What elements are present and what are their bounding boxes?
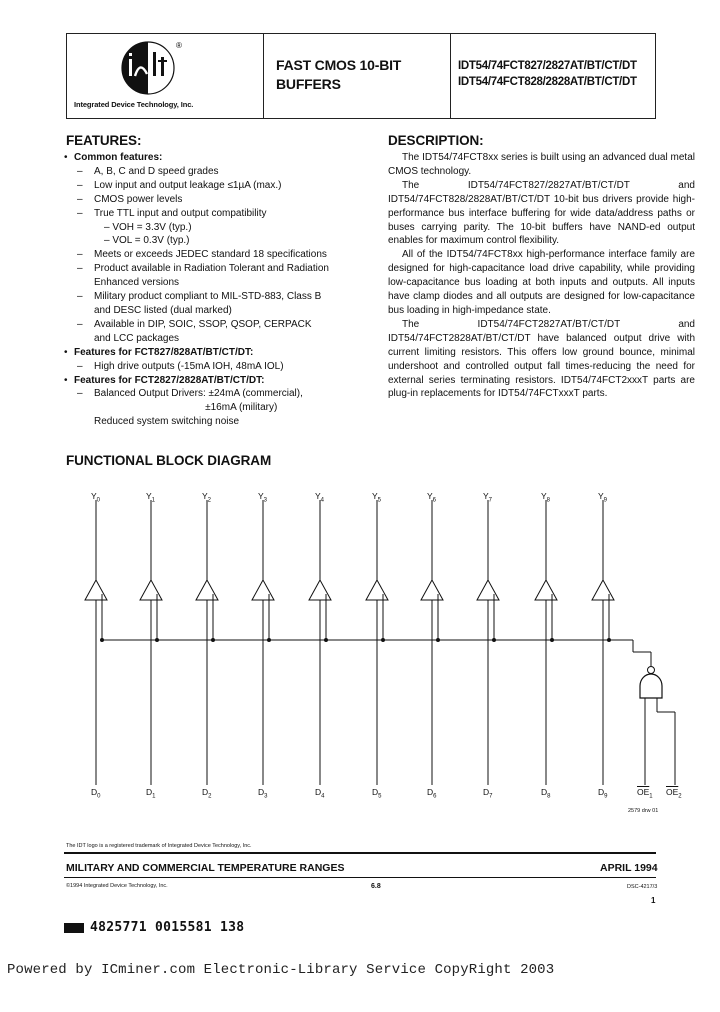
feature-item: – Military product compliant to MIL-STD-883, Class B	[64, 290, 369, 304]
description-paragraph: The IDT54/74FCT8xx series is built using an advanced dual metal CMOS technology.	[388, 152, 695, 177]
feature-item: – VOH = 3.3V (typ.)	[104, 221, 192, 233]
footer-rule	[64, 877, 656, 878]
trademark-note: The IDT logo is a registered trademark of Integrated Device Technology, Inc.	[66, 843, 252, 849]
company-name: Integrated Device Technology, Inc.	[74, 100, 194, 109]
barcode-text: 4825771 0015581 138	[90, 920, 245, 935]
description-heading: DESCRIPTION:	[388, 133, 484, 148]
feature-item: Enhanced versions	[94, 277, 180, 289]
buffer-triangle	[366, 580, 388, 600]
issue-date: APRIL 1994	[600, 862, 658, 874]
output-label: $Y_2$	[202, 491, 212, 504]
feature-group: • Features for FCT827/828AT/BT/CT/DT:	[64, 346, 369, 360]
output-label: $Y_9$	[598, 491, 608, 504]
output-label: $Y_6$	[427, 491, 437, 504]
description-paragraph: The IDT54/74FCT827/2827AT/BT/CT/DT and IDT54/74FCT828/2828AT/BT/CT/DT 10-bit bus drivers provide high-performance bus interface buffering for wide data/address paths or buses carrying parity. The 10-bit buffers have NAND-ed output enables for maximum control flexibility.	[388, 179, 695, 247]
input-label: $D_5$	[372, 787, 382, 800]
feature-item: – Balanced Output Drivers: ±24mA (commercial),	[64, 387, 369, 401]
description-paragraph: All of the IDT54/74FCT8xx high-performance interface family are designed for high-capacitance load drive capability, while providing low-capacitance bus loading at both inputs and outputs. All inputs have clamp diodes and all outputs are designed for low-capacitance bus loading in high-impedance state.	[388, 249, 695, 316]
input-label: $D_7$	[483, 787, 493, 800]
feature-item: – True TTL input and output compatibility	[64, 207, 369, 221]
buffer-triangle	[535, 580, 557, 600]
page-count: 1	[651, 896, 656, 905]
output-label: $Y_0$	[91, 491, 101, 504]
input-label: $D_8$	[541, 787, 551, 800]
header-divider	[263, 33, 264, 119]
features-heading: FEATURES:	[66, 133, 142, 148]
output-label: $Y_8$	[541, 491, 551, 504]
input-label: $D_3$	[258, 787, 268, 800]
buffer-triangle	[421, 580, 443, 600]
part-numbers	[458, 58, 637, 90]
nand-gate	[640, 674, 662, 698]
feature-item: – Low input and output leakage ≤1µA (max.)	[64, 179, 369, 193]
buffer-triangle	[477, 580, 499, 600]
feature-item: – Product available in Radiation Tolerant and Radiation	[64, 262, 369, 276]
block-diagram	[0, 480, 720, 810]
buffer-triangle	[140, 580, 162, 600]
barcode-block	[64, 923, 84, 933]
description-paragraph: The IDT54/74FCT2827AT/BT/CT/DT and IDT54/74FCT2828AT/BT/CT/DT have balanced output drive with current limiting resistors. This offers low ground bounce, minimal undershoot and controlled output fall times-reducing the need for external series terminating resistors. IDT54/74FCT2xxxT parts are plug-in replacements for IDT54/74FCTxxxT parts.	[388, 318, 695, 400]
buffer-triangle	[252, 580, 274, 600]
output-label: $Y_5$	[372, 491, 382, 504]
features-list	[64, 151, 369, 429]
feature-item: – High drive outputs (-15mA IOH, 48mA IOL)	[64, 360, 369, 374]
logo-text	[0, 0, 1, 1]
description-body	[388, 151, 695, 401]
powered-by-watermark: Powered by ICminer.com Electronic-Library Service CopyRight 2003	[7, 962, 555, 978]
input-label: $D_2$	[202, 787, 212, 800]
input-label: $D_4$	[315, 787, 325, 800]
part-number: IDT54/74FCT827/2827AT/BT/CT/DT	[458, 60, 637, 72]
input-label: $D_1$	[146, 787, 156, 800]
title-line: FAST CMOS 10-BIT	[276, 57, 402, 73]
scan-barcode	[64, 920, 244, 935]
copyright: ©1994 Integrated Device Technology, Inc.	[66, 883, 168, 889]
feature-item: – A, B, C and D speed grades	[64, 165, 369, 179]
feature-group: • Features for FCT2827/2828AT/BT/CT/DT:	[64, 374, 369, 388]
figure-tag: 2579 drw 01	[628, 808, 659, 814]
inversion-bubble	[648, 667, 655, 674]
feature-item: and LCC packages	[94, 332, 180, 344]
enable-label: $\overline{OE}_2$	[666, 787, 682, 800]
doc-number: DSC-4217/3	[627, 884, 658, 890]
section-page: 6.8	[371, 883, 381, 890]
feature-item: and DESC listed (dual marked)	[94, 304, 232, 316]
title-line: BUFFERS	[276, 76, 341, 92]
feature-item: Reduced system switching noise	[94, 416, 240, 428]
buffer-triangle	[592, 580, 614, 600]
output-label: $Y_1$	[146, 491, 156, 504]
enable-label: $\overline{OE}_1$	[637, 787, 653, 800]
input-label: $D_0$	[91, 787, 101, 800]
header-divider	[450, 33, 451, 119]
diagram-heading: FUNCTIONAL BLOCK DIAGRAM	[66, 453, 272, 468]
part-number: IDT54/74FCT828/2828AT/BT/CT/DT	[458, 76, 637, 88]
feature-item: – Meets or exceeds JEDEC standard 18 specifications	[64, 248, 369, 262]
footer-rule	[64, 852, 656, 854]
output-label: $Y_7$	[483, 491, 493, 504]
buffer-triangle	[309, 580, 331, 600]
temperature-ranges: MILITARY AND COMMERCIAL TEMPERATURE RANGES	[66, 862, 345, 874]
page-title	[276, 56, 401, 94]
registered-mark: ®	[176, 41, 182, 50]
output-label: $Y_4$	[315, 491, 325, 504]
feature-item: ±16mA (military)	[94, 402, 278, 414]
output-label: $Y_3$	[258, 491, 268, 504]
input-label: $D_9$	[598, 787, 608, 800]
feature-item: – VOL = 0.3V (typ.)	[104, 235, 190, 247]
buffer-triangle	[196, 580, 218, 600]
feature-item: – Available in DIP, SOIC, SSOP, QSOP, CERPACK	[64, 318, 369, 332]
feature-item: – CMOS power levels	[64, 193, 369, 207]
feature-group: • Common features:	[64, 151, 369, 165]
input-label: $D_6$	[427, 787, 437, 800]
buffer-triangle	[85, 580, 107, 600]
idt-logo	[120, 38, 195, 98]
